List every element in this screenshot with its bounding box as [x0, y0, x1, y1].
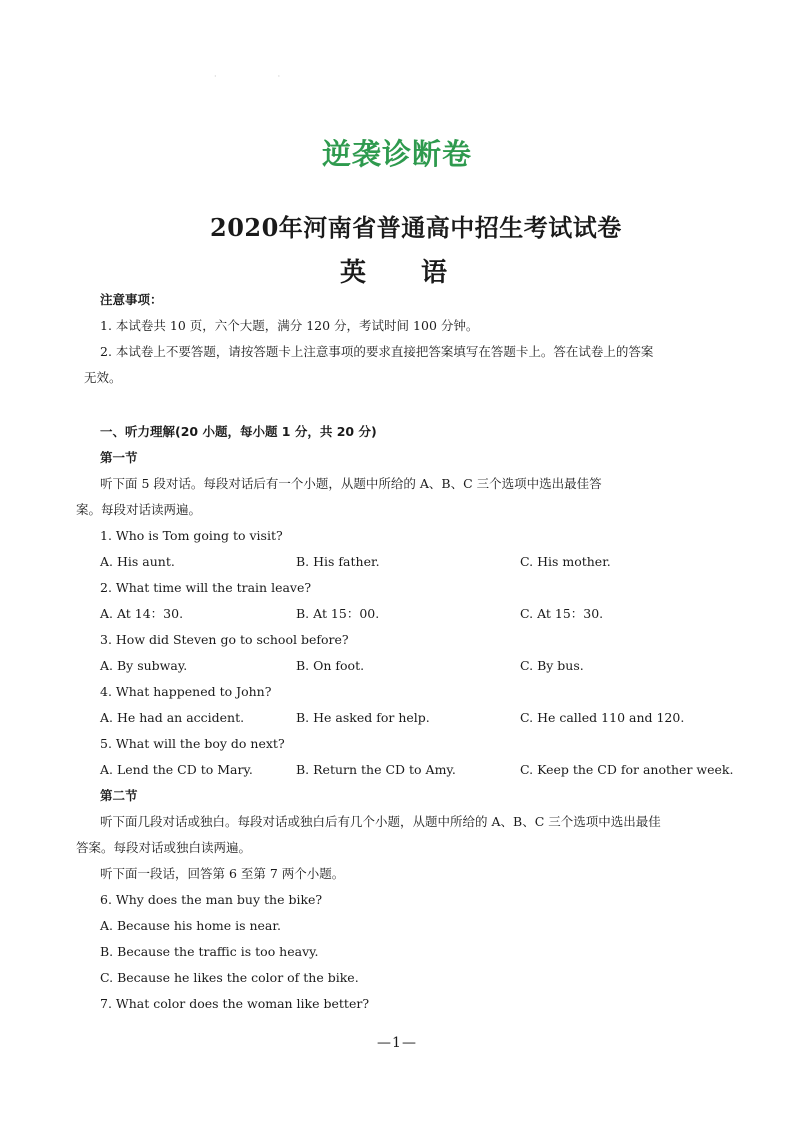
part2-instructions-cont: 答案。每段对话或独白读两遍。: [76, 840, 252, 855]
question-3: 3. How did Steven go to school before?: [100, 632, 349, 647]
part2-label: 第二节: [100, 788, 138, 803]
options-4: [100, 710, 740, 726]
question-1: 1. Who is Tom going to visit?: [100, 528, 283, 543]
options-5: [100, 762, 740, 778]
option-b: B. On foot.: [296, 658, 365, 673]
question-7: 7. What color does the woman like better?: [100, 996, 370, 1011]
option-a: A. His aunt.: [100, 554, 175, 569]
question-5: 5. What will the boy do next?: [100, 736, 285, 751]
option-b: B. He asked for help.: [296, 710, 430, 725]
question-6-option-a: A. Because his home is near.: [100, 918, 281, 933]
question-2: 2. What time will the train leave?: [100, 580, 312, 595]
part2-instructions: 听下面几段对话或独白。每段对话或独白后有几个小题，从题中所给的 A、B、C 三个选项中选出最佳: [100, 814, 661, 829]
question-6-option-b: B. Because the traffic is too heavy.: [100, 944, 319, 959]
option-c: C. Keep the CD for another week.: [520, 762, 734, 777]
question-4: 4. What happened to John?: [100, 684, 272, 699]
option-a: A. Lend the CD to Mary.: [100, 762, 253, 777]
option-b: B. His father.: [296, 554, 380, 569]
options-1: [100, 554, 740, 570]
option-b: B. At 15：00.: [296, 606, 380, 621]
question-6: 6. Why does the man buy the bike?: [100, 892, 323, 907]
notice-item-2: 2. 本试卷上不要答题，请按答题卡上注意事项的要求直接把答案填写在答题卡上。答在试卷上的答案: [100, 344, 654, 359]
question-6-option-c: C. Because he likes the color of the bike.: [100, 970, 359, 985]
part1-instructions: 听下面 5 段对话。每段对话后有一个小题，从题中所给的 A、B、C 三个选项中选出最佳答: [100, 476, 602, 491]
option-c: C. His mother.: [520, 554, 611, 569]
notice-heading: 注意事项：: [100, 292, 163, 307]
option-c: C. By bus.: [520, 658, 584, 673]
subject-title: 英 语: [340, 258, 448, 288]
option-a: A. He had an accident.: [100, 710, 245, 725]
option-c: C. At 15：30.: [520, 606, 604, 621]
banner-title: 逆袭诊断卷: [321, 137, 472, 171]
option-a: A. By subway.: [100, 658, 188, 673]
page-number: —1—: [377, 1035, 417, 1051]
option-a: A. At 14：30.: [100, 606, 184, 621]
scan-mark: · ·: [214, 72, 281, 81]
options-2: [100, 606, 740, 622]
part2-sub-instructions: 听下面一段话，回答第 6 至第 7 两个小题。: [100, 866, 345, 881]
notice-item-2-cont: 无效。: [84, 370, 122, 385]
options-3: [100, 658, 740, 674]
option-c: C. He called 110 and 120.: [520, 710, 685, 725]
option-b: B. Return the CD to Amy.: [296, 762, 456, 777]
part1-label: 第一节: [100, 450, 138, 465]
section-heading: 一、听力理解(20 小题，每小题 1 分，共 20 分): [100, 424, 377, 439]
notice-item-1: 1. 本试卷共 10 页，六个大题，满分 120 分，考试时间 100 分钟。: [100, 318, 479, 333]
exam-title: 2020年河南省普通高中招生考试试卷: [210, 213, 622, 242]
part1-instructions-cont: 案。每段对话读两遍。: [76, 502, 202, 517]
